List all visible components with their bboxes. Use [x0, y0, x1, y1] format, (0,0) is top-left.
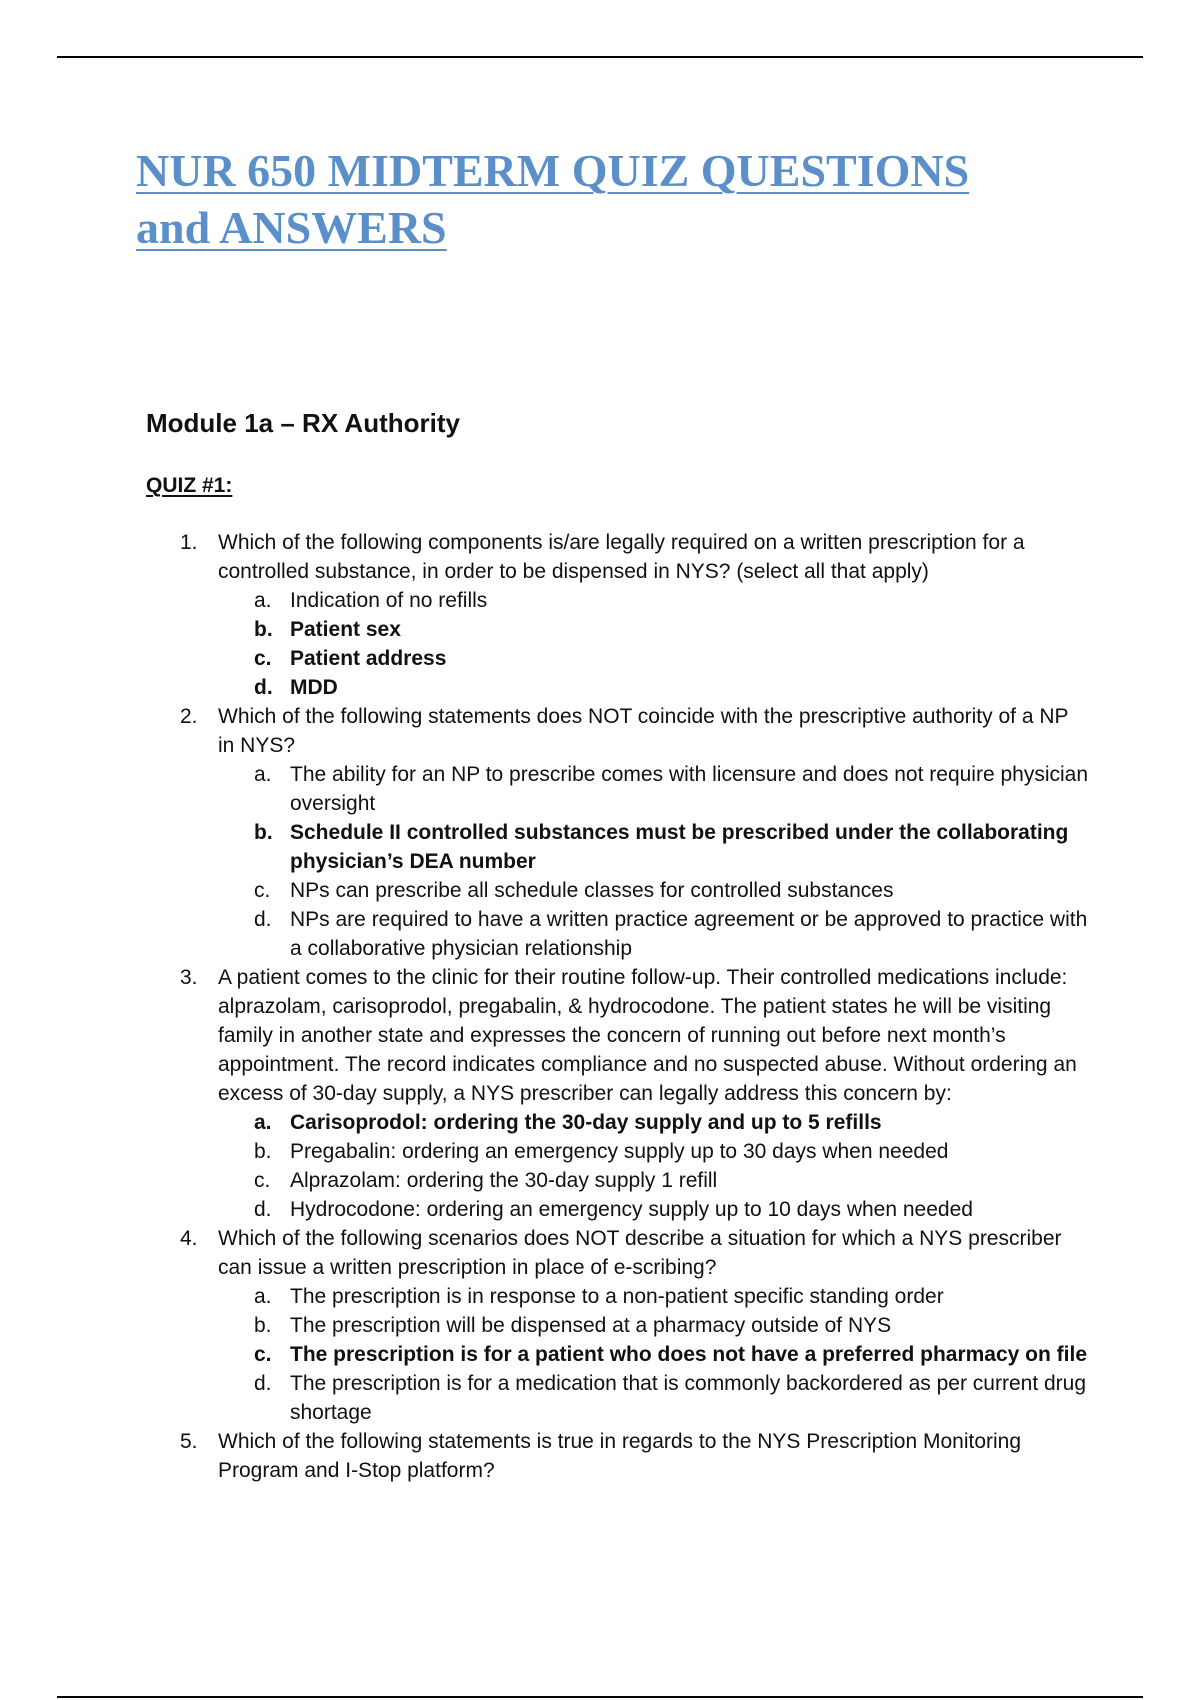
question-list	[180, 528, 1090, 1485]
answer-letter: a.	[254, 1285, 272, 1308]
answer-text: MDD	[290, 676, 338, 699]
answer-letter: b.	[254, 618, 273, 641]
answer-letter: d.	[254, 676, 273, 699]
answer-text: Pregabalin: ordering an emergency supply up to 30 days when needed	[290, 1140, 949, 1163]
question-3	[180, 963, 1090, 1224]
answer-option	[218, 1282, 1090, 1311]
document-title-line-1: NUR 650 MIDTERM QUIZ QUESTIONS	[136, 145, 970, 196]
answer-letter: c.	[254, 1169, 271, 1192]
question-number: 5.	[180, 1430, 198, 1453]
question-text: Which of the following components is/are legally required on a written prescription for a controlled substance, in order to be dispensed in NYS? (select all that apply)	[218, 531, 1025, 583]
document-title	[136, 142, 1076, 256]
answer-option-correct	[218, 615, 1090, 644]
answer-option	[218, 760, 1090, 818]
answer-text: NPs can prescribe all schedule classes for controlled substances	[290, 879, 894, 902]
answer-option	[218, 1137, 1090, 1166]
answer-text: Patient sex	[290, 618, 401, 641]
answer-option	[218, 876, 1090, 905]
answer-option	[218, 1166, 1090, 1195]
answer-list	[218, 760, 1090, 963]
module-heading: Module 1a – RX Authority	[146, 408, 460, 438]
bottom-rule	[57, 1696, 1143, 1698]
answer-letter: c.	[254, 879, 271, 902]
question-5	[180, 1427, 1090, 1485]
answer-option	[218, 1311, 1090, 1340]
answer-letter: a.	[254, 1111, 272, 1134]
question-2	[180, 702, 1090, 963]
answer-letter: b.	[254, 1314, 272, 1337]
answer-text: The prescription is for a patient who does not have a preferred pharmacy on file	[290, 1343, 1088, 1366]
answer-text: The prescription is for a medication that is commonly backordered as per current drug shortage	[290, 1372, 1087, 1424]
top-rule	[57, 56, 1143, 58]
answer-text: Alprazolam: ordering the 30-day supply 1 refill	[290, 1169, 718, 1192]
question-number: 3.	[180, 966, 198, 989]
answer-text: The prescription will be dispensed at a pharmacy outside of NYS	[290, 1314, 892, 1337]
question-number: 2.	[180, 705, 198, 728]
document-title-line-2: and ANSWERS	[136, 202, 447, 253]
answer-letter: a.	[254, 763, 272, 786]
question-4	[180, 1224, 1090, 1427]
answer-list	[218, 1108, 1090, 1224]
answer-text: Hydrocodone: ordering an emergency supply up to 10 days when needed	[290, 1198, 973, 1221]
answer-list	[218, 586, 1090, 702]
question-text: Which of the following statements does NOT coincide with the prescriptive authority of a NP in NYS?	[218, 705, 1069, 757]
answer-text: Indication of no refills	[290, 589, 488, 612]
answer-letter: c.	[254, 647, 272, 670]
answer-letter: a.	[254, 589, 272, 612]
answer-option	[218, 586, 1090, 615]
answer-list	[218, 1282, 1090, 1427]
answer-option-correct	[218, 818, 1090, 876]
answer-option-correct	[218, 1108, 1090, 1137]
answer-option	[218, 1195, 1090, 1224]
question-text: A patient comes to the clinic for their routine follow-up. Their controlled medications include: alprazolam, carisoprodol, pregabalin, & hydrocodone. The patient states he will be visiting family in another state and expresses the concern of running out before next month’s appointment. The record indicates compliance and no suspected abuse. Without ordering an excess of 30-day supply, a NYS prescriber can legally address this concern by:	[218, 966, 1077, 1105]
answer-letter: c.	[254, 1343, 272, 1366]
answer-letter: d.	[254, 908, 272, 931]
answer-text: Patient address	[290, 647, 447, 670]
answer-option	[218, 1369, 1090, 1427]
answer-text: NPs are required to have a written practice agreement or be approved to practice with a collaborative physician relationship	[290, 908, 1088, 960]
question-text: Which of the following scenarios does NOT describe a situation for which a NYS prescriber can issue a written prescription in place of e-scribing?	[218, 1227, 1062, 1279]
answer-text: The ability for an NP to prescribe comes with licensure and does not require physician oversight	[290, 763, 1089, 815]
answer-letter: d.	[254, 1198, 272, 1221]
question-number: 4.	[180, 1227, 198, 1250]
answer-text: Carisoprodol: ordering the 30-day supply and up to 5 refills	[290, 1111, 882, 1134]
answer-letter: b.	[254, 821, 273, 844]
answer-option	[218, 905, 1090, 963]
answer-option-correct	[218, 644, 1090, 673]
answer-letter: b.	[254, 1140, 272, 1163]
quiz-heading: QUIZ #1:	[146, 474, 233, 497]
answer-text: Schedule II controlled substances must be prescribed under the collaborating physician’s DEA number	[290, 821, 1069, 873]
question-text: Which of the following statements is true in regards to the NYS Prescription Monitoring Program and I-Stop platform?	[218, 1430, 1022, 1482]
question-number: 1.	[180, 531, 198, 554]
answer-option-correct	[218, 673, 1090, 702]
answer-option-correct	[218, 1340, 1090, 1369]
answer-letter: d.	[254, 1372, 272, 1395]
question-1	[180, 528, 1090, 702]
answer-text: The prescription is in response to a non-patient specific standing order	[290, 1285, 944, 1308]
